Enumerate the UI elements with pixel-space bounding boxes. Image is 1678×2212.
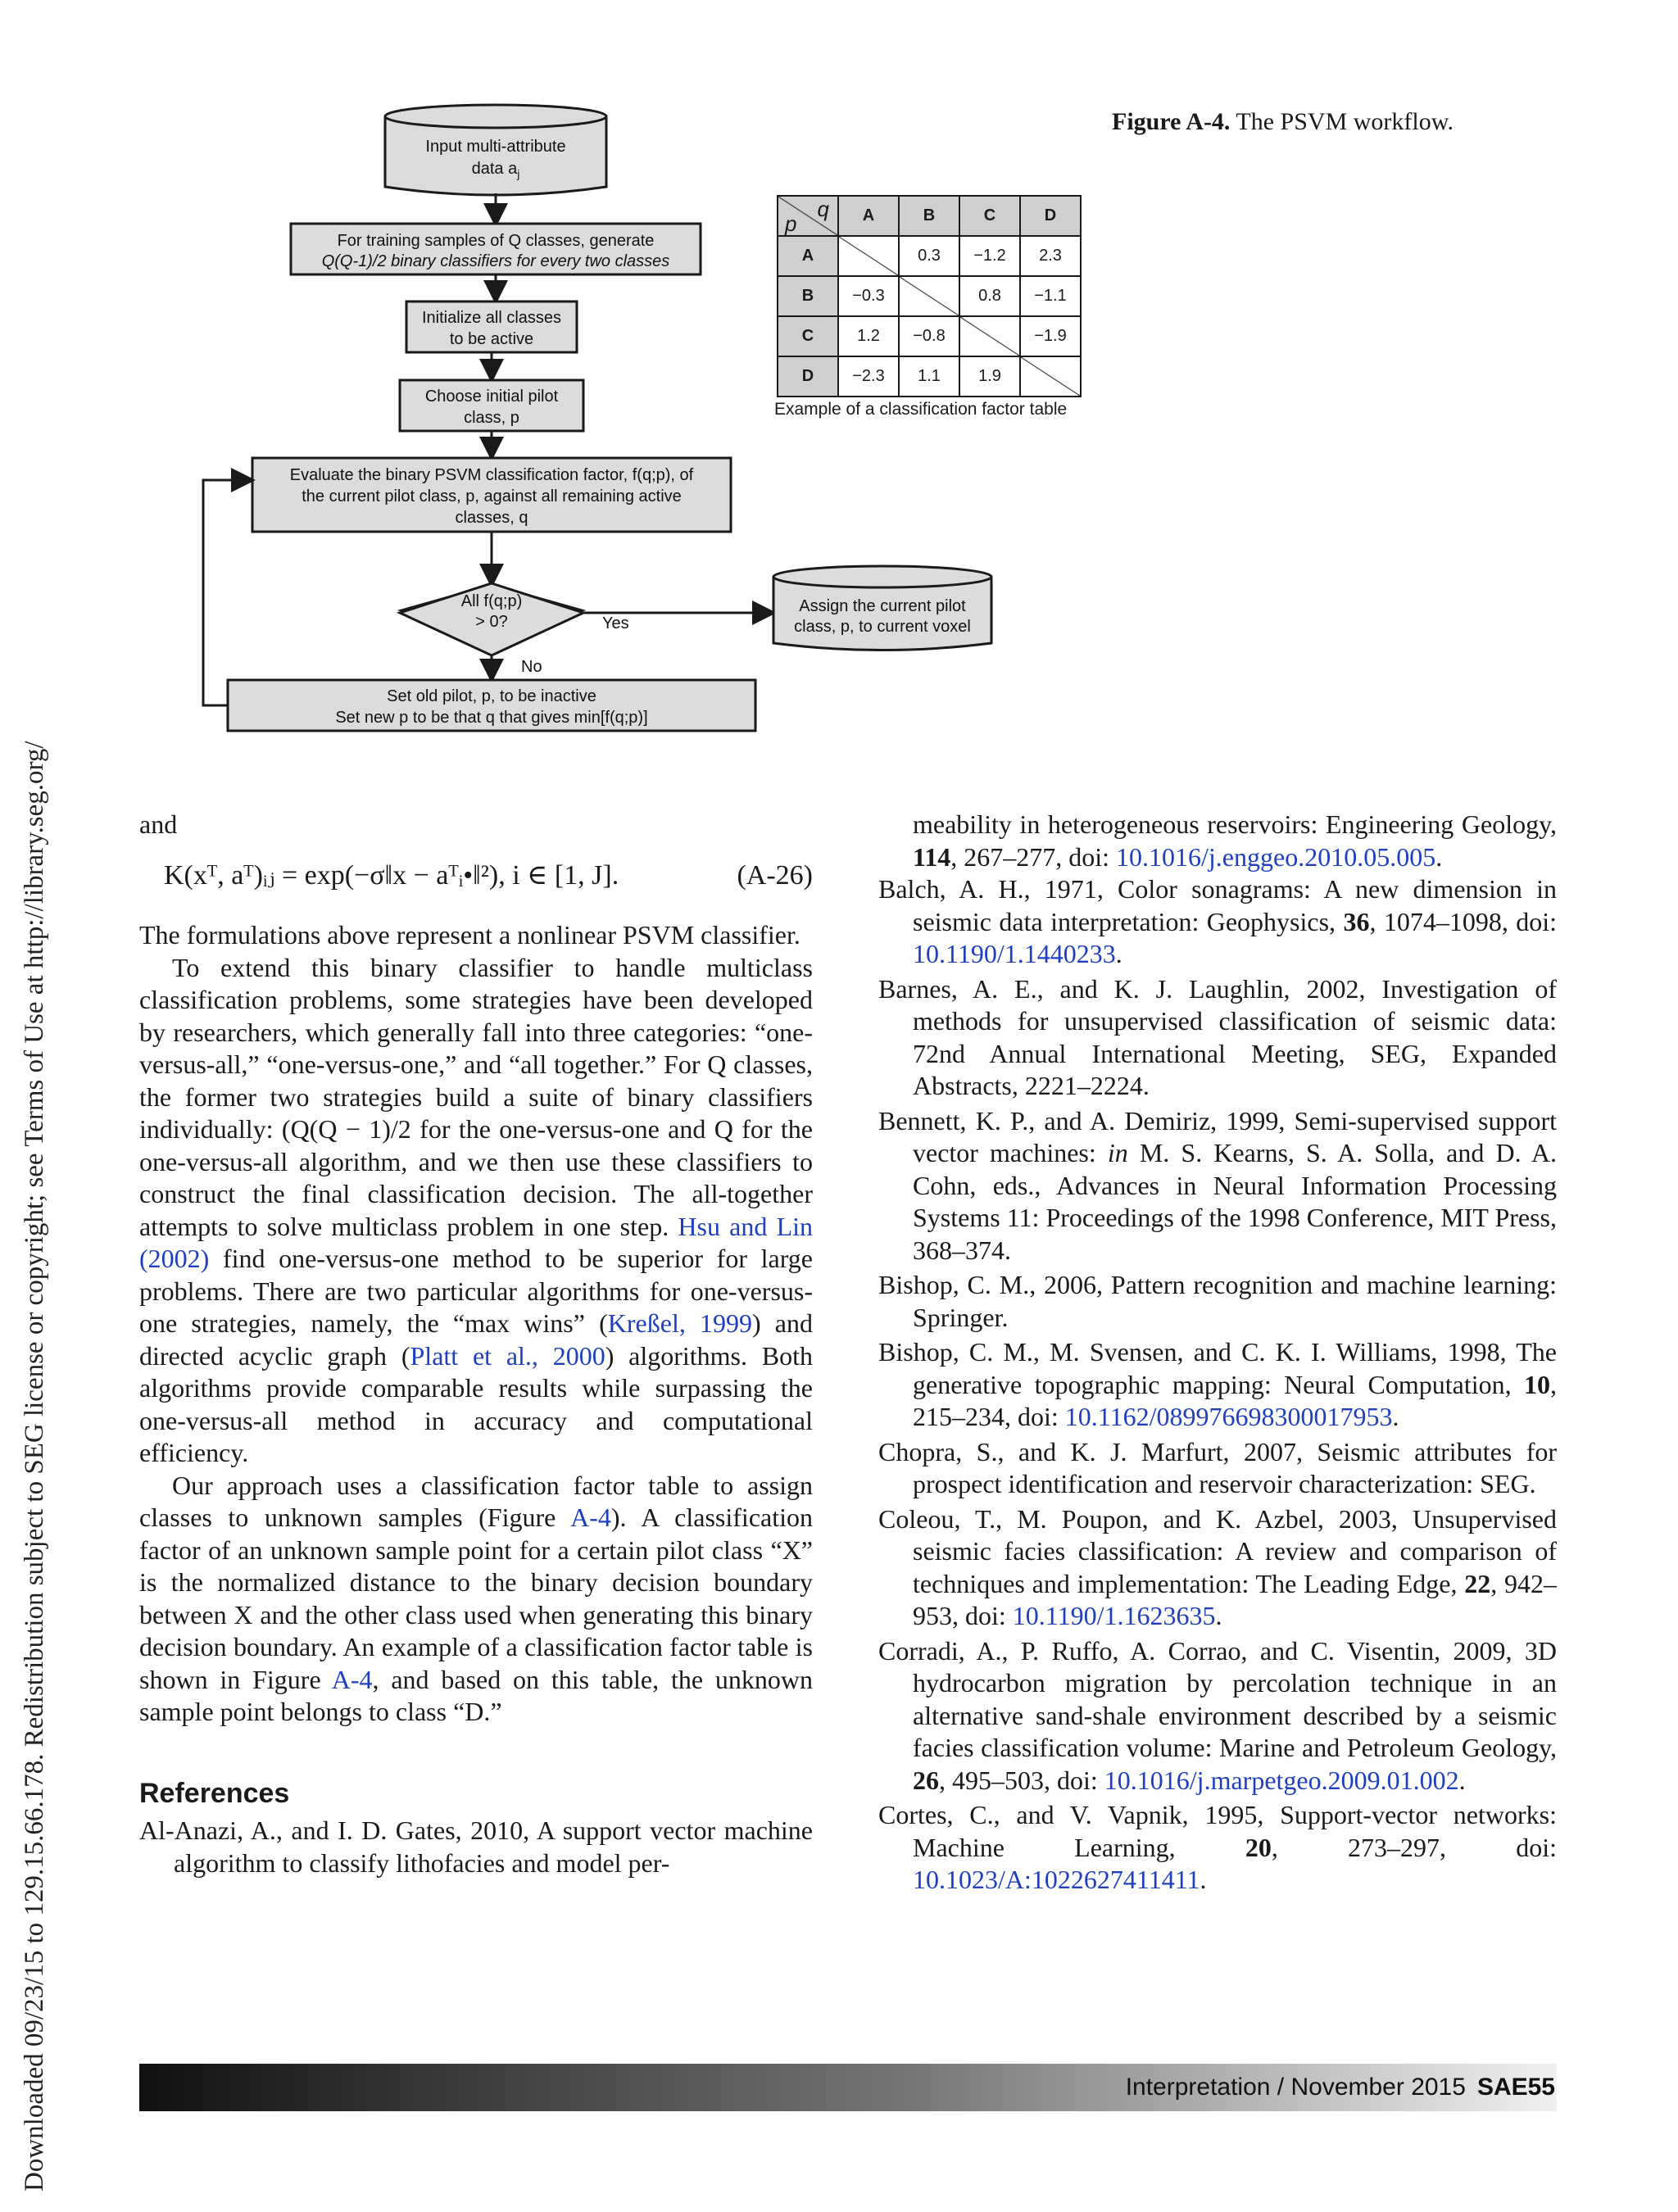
footer xyxy=(1126,2068,1555,2107)
figure-link[interactable]: A-4 xyxy=(331,1664,373,1694)
reference-entry: meability in heterogeneous reservoirs: Engineering Geology, 114, 267–277, doi: 10.1016/j.enggeo.2010.05.005. xyxy=(913,809,1557,872)
set-new-pilot-node xyxy=(228,680,755,731)
no-label: No xyxy=(521,658,542,676)
citation-link[interactable]: Hsu and Lin (2002) xyxy=(139,1211,814,1273)
reference-entry: Corradi, A., P. Ruffo, A. Corrao, and C. Visentin, 2009, 3D hydrocarbon migration by percolation technique in an alternative sand-shale environment described by a seismic facies classification volume: Marine and Petroleum Geology, 26, 495–503, doi: 10.1016/j.marpetgeo.2009.01.002. xyxy=(878,1635,1557,1795)
table-cell xyxy=(838,236,899,276)
table-row xyxy=(778,356,1081,397)
evaluate-factor-node xyxy=(252,458,731,532)
svg-text:class, p: class, p xyxy=(464,409,519,427)
reference-entry: Bennett, K. P., and A. Demiriz, 1999, Semi-supervised support vector machines: in M. S. Kearns, S. A. Solla, and D. A. Cohn, eds., Advances in Neural Information Processing Systems 11: Proceedings of the 1998 Conference, MIT Press, 368–374. xyxy=(878,1105,1558,1265)
reference-entry: Barnes, A. E., and K. J. Laughlin, 2002, Investigation of methods for unsupervised classification of seismic data: 72nd Annual International Meeting, SEG, Expanded Abstracts, 2221–2224. xyxy=(878,973,1557,1100)
svg-text:Choose initial pilot: Choose initial pilot xyxy=(424,388,559,406)
download-notice: Downloaded 09/23/15 to 129.15.66.178. Redistribution subject to SEG license or copyright; see Terms of Use at http://library.seg.org/ xyxy=(20,741,49,2192)
table-col-header: B xyxy=(899,196,959,236)
input-data-node xyxy=(385,105,606,195)
yes-label: Yes xyxy=(602,614,629,632)
classification-factor-table xyxy=(777,195,1082,397)
table-corner: q p xyxy=(778,196,838,236)
equation-number: (A-26) xyxy=(737,859,813,891)
svg-text:Set new p to be that q that gi: Set new p to be that q that gives min[f(q;p)] xyxy=(335,709,648,727)
svg-text:For training samples of Q clas: For training samples of Q classes, generate xyxy=(337,232,655,250)
table-row xyxy=(778,316,1081,356)
svg-text:Set old pilot, p, to be inacti: Set old pilot, p, to be inactive xyxy=(387,687,596,705)
table-cell: 1.9 xyxy=(959,356,1020,397)
svg-text:Q(Q-1)/2 binary classifiers fo: Q(Q-1)/2 binary classifiers for every two classes xyxy=(321,252,670,270)
decision-node xyxy=(400,583,583,655)
svg-text:the current pilot class, p, ag: the current pilot class, p, against all remaining active xyxy=(302,487,682,505)
table-row-header: B xyxy=(778,276,838,316)
table-cell xyxy=(1020,356,1081,397)
doi-link[interactable]: 10.1016/j.marpetgeo.2009.01.002 xyxy=(1104,1765,1459,1795)
generate-classifiers-node xyxy=(291,224,701,274)
table-cell: 2.3 xyxy=(1020,236,1081,276)
references-heading: References xyxy=(139,1777,290,1809)
svg-text:to be active: to be active xyxy=(449,330,534,348)
paragraph: The formulations above represent a nonlinear PSVM classifier. xyxy=(139,920,800,950)
doi-link[interactable]: 10.1190/1.1440233 xyxy=(913,939,1116,968)
doi-link[interactable]: 10.1016/j.enggeo.2010.05.005 xyxy=(1116,841,1436,872)
svg-text:Assign the current pilot: Assign the current pilot xyxy=(799,597,966,615)
figure-link[interactable]: A-4 xyxy=(570,1503,611,1532)
and-text: and xyxy=(139,809,178,839)
table-col-header: C xyxy=(959,196,1020,236)
svg-text:classes, q: classes, q xyxy=(455,509,528,527)
reference-entry: Bishop, C. M., 2006, Pattern recognition and machine learning: Springer. xyxy=(878,1270,1557,1332)
figure-caption: Figure A-4. The PSVM workflow. xyxy=(1112,108,1454,135)
svg-text:Initialize all classes: Initialize all classes xyxy=(421,309,562,327)
choose-pilot-node xyxy=(400,380,583,431)
svg-text:> 0?: > 0? xyxy=(475,613,508,631)
table-cell: 0.3 xyxy=(899,236,959,276)
table-row-header: C xyxy=(778,316,838,356)
table-cell: −2.3 xyxy=(838,356,899,397)
doi-link[interactable]: 10.1162/089976698300017953 xyxy=(1064,1402,1393,1431)
reference-entry: Chopra, S., and K. J. Marfurt, 2007, Seismic attributes for prospect identification and reservoir characterization: SEG. xyxy=(878,1436,1557,1498)
equation-body: K(xᵀ, aᵀ)ᵢⱼ = exp(−σ‖x − aᵀᵢ•‖²), i ∈ [1, J]. xyxy=(164,859,619,891)
doi-link[interactable]: 10.1023/A:1022627411411 xyxy=(913,1865,1200,1894)
table-row xyxy=(778,236,1081,276)
journal-issue: Interpretation / November 2015 xyxy=(1125,2074,1466,2101)
reference-entry: Bishop, C. M., M. Svensen, and C. K. I. Williams, 1998, The generative topographic mapping: Neural Computation, 10, 215–234, doi: 10.1162/089976698300017953. xyxy=(878,1337,1557,1431)
table-row xyxy=(778,276,1081,316)
table-row-header: D xyxy=(778,356,838,397)
page-number: SAE55 xyxy=(1476,2074,1555,2101)
table-cell: −0.8 xyxy=(899,316,959,356)
initialize-classes-node xyxy=(406,301,577,352)
table-col-header: A xyxy=(838,196,899,236)
svg-text:Input multi-attribute: Input multi-attribute xyxy=(425,138,566,156)
equation-a26 xyxy=(164,859,813,892)
assign-voxel-node xyxy=(773,566,991,650)
right-column xyxy=(878,809,1557,1899)
table-cell: −1.9 xyxy=(1020,316,1081,356)
left-column xyxy=(139,809,813,1882)
table-caption: Example of a classification factor table xyxy=(774,400,1068,419)
citation-link[interactable]: Platt et al., 2000 xyxy=(410,1340,605,1371)
table-col-header: D xyxy=(1020,196,1081,236)
reference-entry: Al-Anazi, A., and I. D. Gates, 2010, A support vector machine algorithm to classify lithofacies and model per- xyxy=(139,1815,813,1878)
svg-text:class, p, to current voxel: class, p, to current voxel xyxy=(794,618,971,636)
reference-entry: Coleou, T., M. Poupon, and K. Azbel, 2003, Unsupervised seismic facies classification: A review and comparison of techniques and implementation: The Leading Edge, 22, 942–953, doi: 10.1190/1.1623635. xyxy=(878,1503,1558,1630)
reference-entry: Balch, A. H., 1971, Color sonagrams: A new dimension in seismic data interpretation: Geophysics, 36, 1074–1098, doi: 10.1190/1.1440233. xyxy=(878,874,1558,968)
table-cell xyxy=(899,276,959,316)
table-cell: −1.2 xyxy=(959,236,1020,276)
table-row-header: A xyxy=(778,236,838,276)
table-cell: 0.8 xyxy=(959,276,1020,316)
svg-text:All f(q;p): All f(q;p) xyxy=(460,592,523,610)
paragraph: Our approach uses a classification factor table to assign classes to unknown samples (Figure A-4). A classification factor of an unknown sample point for a certain pilot class “X” is the normalized distance to the binary decision boundary between X and the other class used when generating this binary decision boundary. An example of a classification factor table is shown in Figure A-4, and based on this table, the unknown sample point belongs to class “D.” xyxy=(139,1470,814,1726)
paragraph: To extend this binary classifier to handle multiclass classification problems, some strategies have been developed by researchers, which generally fall into three categories: “one-versus-all,” “one-versus-one,” and “all together.” For Q classes, the former two strategies build a suite of binary classifiers individually: (Q(Q − 1)/2 for the one-versus-one and Q for the one-versus-all algorithm, and we then use these classifiers to construct the final classification decision. The all-together attempts to solve multiclass problem in one step. Hsu and Lin (2002) find one-versus-one method to be superior for large problems. There are two particular algorithms for one-versus-one strategies, namely, the “max wins” (Kreßel, 1999) and directed acyclic graph (Platt et al., 2000) algorithms. Both algorithms provide comparable results while surpassing the one-versus-all method in accuracy and computational efficiency. xyxy=(139,952,814,1467)
table-cell: 1.1 xyxy=(899,356,959,397)
doi-link[interactable]: 10.1190/1.1623635 xyxy=(1012,1601,1216,1630)
table-cell xyxy=(959,316,1020,356)
svg-text:Evaluate the binary PSVM clas: Evaluate the binary PSVM classification factor, f(q;p), of xyxy=(289,466,694,484)
reference-entry: Cortes, C., and V. Vapnik, 1995, Support-vector networks: Machine Learning, 20, 273–297, doi: 10.1023/A:1022627411411. xyxy=(878,1800,1558,1894)
table-cell: −1.1 xyxy=(1020,276,1081,316)
table-cell: 1.2 xyxy=(838,316,899,356)
svg-text:data aj: data $a_j$ xyxy=(471,160,520,180)
citation-link[interactable]: Kreßel, 1999 xyxy=(607,1308,752,1338)
table-cell: −0.3 xyxy=(838,276,899,316)
